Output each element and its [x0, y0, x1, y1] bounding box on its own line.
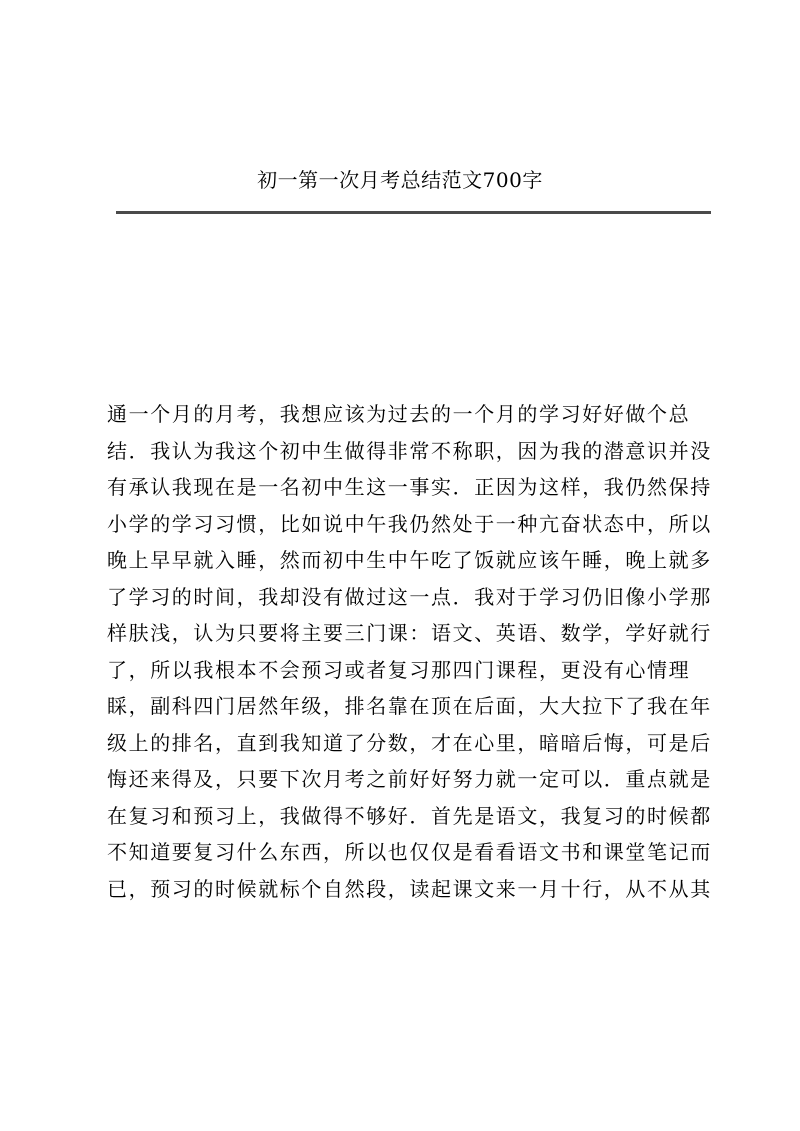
body-line: 小学的学习习惯，比如说中午我仍然处于一种亢奋状态中，所以 — [107, 511, 712, 536]
body-line: 晚上早早就入睡，然而初中生中午吃了饭就应该午睡，晚上就多 — [107, 548, 712, 572]
body-line: 不知道要复习什么东西，所以也仅仅是看看语文书和课堂笔记而 — [107, 840, 712, 864]
body-line: 了学习的时间，我却没有做过这一点．我对于学习仍旧像小学那 — [107, 584, 712, 609]
body-line: 睬，副科四门居然年级，排名靠在顶在后面，大大拉下了我在年 — [107, 694, 712, 718]
body-line: 在复习和预习上，我做得不够好．首先是语文，我复习的时候都 — [107, 803, 712, 828]
document-title: 初一第一次月考总结范文700字 — [257, 168, 543, 192]
body-line: 已，预习的时候就标个自然段，读起课文来一月十行，从不从其 — [107, 876, 712, 901]
body-line: 级上的排名，直到我知道了分数，才在心里，暗暗后悔，可是后 — [107, 730, 712, 755]
document-body — [107, 396, 727, 907]
title-underline — [116, 211, 711, 214]
body-line: 通一个月的月考，我想应该为过去的一个月的学习好好做个总 — [107, 402, 691, 426]
body-line: 结．我认为我这个初中生做得非常不称职，因为我的潜意识并没 — [107, 438, 712, 463]
body-line: 样肤浅，认为只要将主要三门课：语文、英语、数学，学好就行 — [107, 621, 712, 645]
body-line: 了，所以我根本不会预习或者复习那四门课程，更没有心情理 — [107, 657, 691, 682]
body-line: 悔还来得及，只要下次月考之前好好努力就一定可以．重点就是 — [107, 767, 712, 791]
body-line: 有承认我现在是一名初中生这一事实．正因为这样，我仍然保持 — [107, 475, 712, 499]
